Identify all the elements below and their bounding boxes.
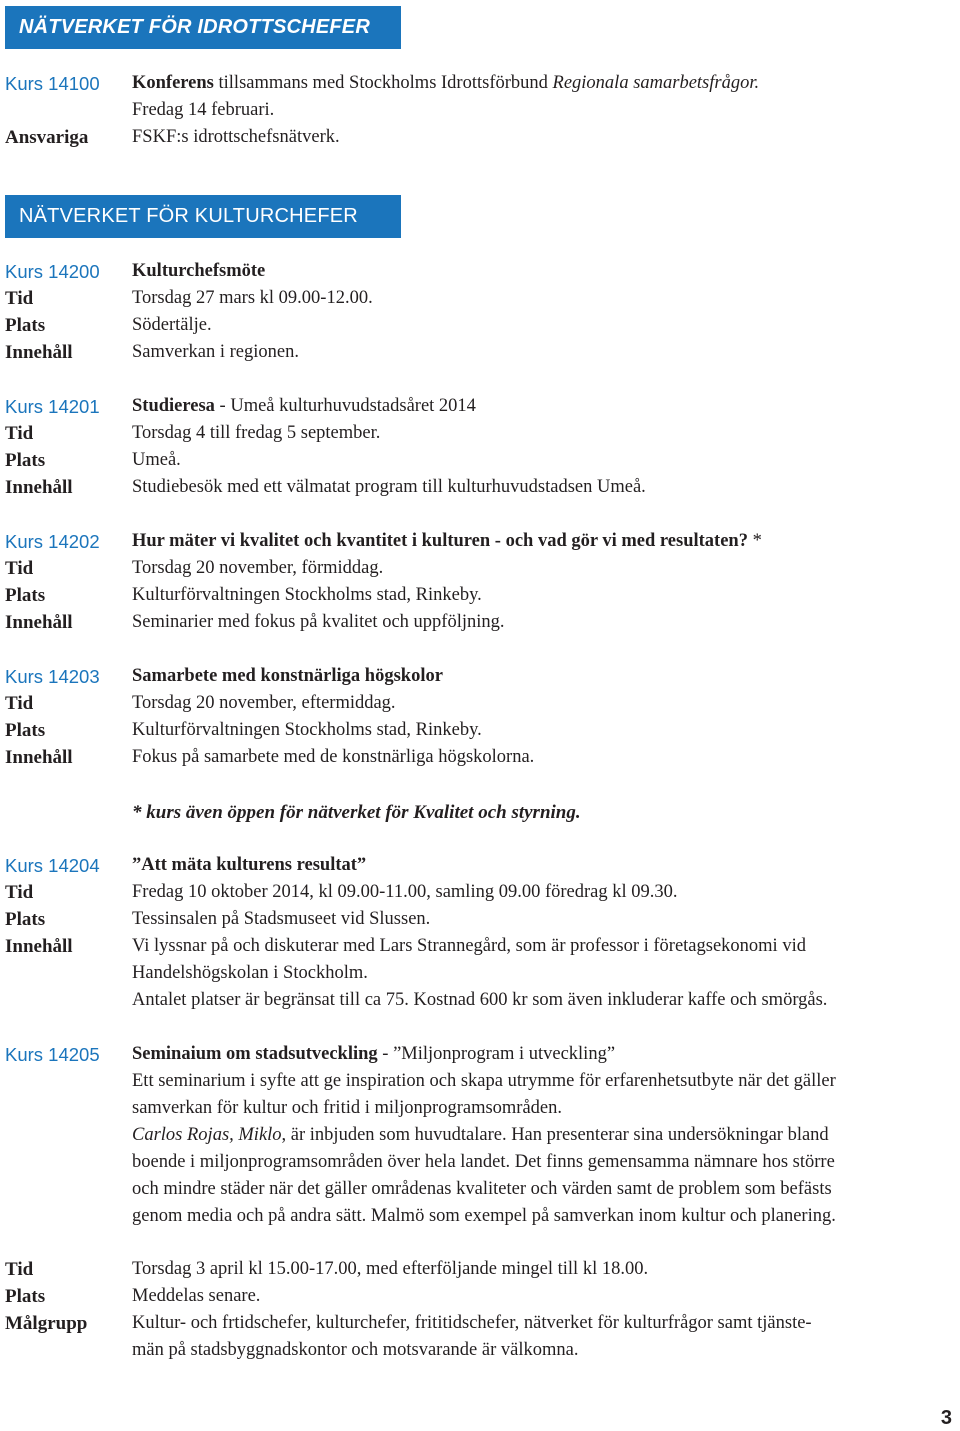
plats-value: Meddelas senare. [132,1286,261,1306]
course-title-rest: * [747,531,762,551]
course-14202-tid-row [0,555,960,582]
innehall-value: Seminarier med fokus på kvalitet och uppföljning. [132,612,505,632]
course-14204-innehall-row [0,933,960,960]
footnote-kvalitet-styrning: * kurs även öppen för nätverket för Kvalitet och styrning. [132,802,581,823]
plats-label: Plats [5,450,46,471]
course-title-rest: tillsammans med Stockholms Idrottsförbund [213,73,553,93]
tid-value: Torsdag 3 april kl 15.00-17.00, med efterföljande mingel till kl 18.00. [132,1259,649,1279]
course-14200-tid-row [0,285,960,312]
plats-value: Kulturförvaltningen Stockholms stad, Rinkeby. [132,585,482,605]
plats-label: Plats [5,909,46,930]
plats-value: Kulturförvaltningen Stockholms stad, Rinkeby. [132,720,482,740]
course-14204-innehall-row-3 [0,987,960,1014]
course-14205-tid-row [0,1256,960,1283]
course-14205-desc-row-2 [0,1095,960,1122]
description-line-1: Ett seminarium i syfte att ge inspiration och skapa utrymme för erfarenhetsutbyte när det gäller [132,1071,836,1091]
course-14100-title-row [0,70,960,97]
course-14202-plats-row [0,582,960,609]
innehall-label: Innehåll [5,612,73,633]
description-line-2: samverkan för kultur och fritid i miljonprogramsområden. [132,1098,563,1118]
tid-label: Tid [5,882,34,903]
course-14201-plats-row [0,447,960,474]
malgrupp-line-1: Kultur- och frtidschefer, kulturchefer, frititidschefer, nätverket för kulturfrågor samt tjänste- [132,1313,812,1333]
course-number: Kurs 14202 [5,531,100,552]
description-line-4: boende i miljonprogramsområden över hela landet. Det finns gemensamma nämnare hos större [132,1152,835,1172]
course-14201-tid-row [0,420,960,447]
course-14203-tid-row [0,690,960,717]
course-number: Kurs 14100 [5,73,100,94]
course-14204-innehall-row-2 [0,960,960,987]
course-14204-title-row [0,852,960,879]
description-line-6: genom media och på andra sätt. Malmö som exempel på samverkan inom kultur och planering. [132,1206,836,1226]
course-14205-malgrupp-row-2 [0,1337,960,1364]
plats-value: Södertälje. [132,315,212,335]
course-14203-plats-row [0,717,960,744]
course-number: Kurs 14201 [5,396,100,417]
course-14205-desc-row-1 [0,1068,960,1095]
tid-value: Fredag 10 oktober 2014, kl 09.00-11.00, samling 09.00 föredrag kl 09.30. [132,882,678,902]
course-title: Seminaium om stadsutveckling [132,1044,378,1064]
course-date: Fredag 14 februari. [132,100,275,120]
malgrupp-label: Målgrupp [5,1313,88,1334]
course-14203-innehall-row [0,744,960,771]
course-14205-title-row [0,1041,960,1068]
course-14205-desc-row-3 [0,1122,960,1149]
tid-value: Torsdag 20 november, förmiddag. [132,558,384,578]
description-line-5: och mindre städer när det gäller områdenas kvaliteter och värden samt de problem som befästs [132,1179,832,1199]
course-14200-plats-row [0,312,960,339]
plats-label: Plats [5,315,46,336]
innehall-line-3: Antalet platser är begränsat till ca 75. Kostnad 600 kr som även inkluderar kaffe och smörgås. [132,990,828,1010]
course-14200-title-row [0,258,960,285]
course-14205-malgrupp-row [0,1310,960,1337]
course-title: ”Att mäta kulturens resultat” [132,855,367,875]
course-14201-title-row [0,393,960,420]
course-title: Konferens [132,73,214,93]
tid-label: Tid [5,558,34,579]
course-14203-title-row [0,663,960,690]
course-number: Kurs 14203 [5,666,100,687]
ansvariga-value: FSKF:s idrottschefsnätverk. [132,127,340,147]
tid-label: Tid [5,423,34,444]
plats-value: Umeå. [132,450,181,470]
tid-value: Torsdag 20 november, eftermiddag. [132,693,396,713]
tid-label: Tid [5,1259,34,1280]
course-title-italic: Regionala samarbetsfrågor. [552,73,760,93]
course-14205-desc-row-4 [0,1149,960,1176]
description-line-3: , är inbjuden som huvudtalare. Han presenterar sina undersökningar bland [281,1125,829,1145]
section-header-kulturchefer: NÄTVERKET FÖR KULTURCHEFER [5,195,401,238]
innehall-label: Innehåll [5,477,73,498]
course-number: Kurs 14205 [5,1044,100,1065]
course-number: Kurs 14200 [5,261,100,282]
course-title: Hur mäter vi kvalitet och kvantitet i kulturen - och vad gör vi med resultaten? [132,531,748,551]
course-14205-plats-row [0,1283,960,1310]
course-14201-innehall-row [0,474,960,501]
innehall-label: Innehåll [5,747,73,768]
section-header-idrottschefer: NÄTVERKET FÖR IDROTTSCHEFER [5,6,401,49]
tid-label: Tid [5,693,34,714]
malgrupp-line-2: män på stadsbyggnadskontor och motsvarande är välkomna. [132,1340,579,1360]
course-14204-plats-row [0,906,960,933]
innehall-label: Innehåll [5,342,73,363]
plats-label: Plats [5,585,46,606]
plats-value: Tessinsalen på Stadsmuseet vid Slussen. [132,909,431,929]
course-14202-innehall-row [0,609,960,636]
course-14100-date-row [0,97,960,124]
innehall-line-1: Vi lyssnar på och diskuterar med Lars Strannegård, som är professor i företagsekonomi vid [132,936,806,956]
course-title: Studieresa [132,396,215,416]
course-14205-desc-row-6 [0,1203,960,1230]
innehall-value: Samverkan i regionen. [132,342,299,362]
course-14205-desc-row-5 [0,1176,960,1203]
page-number: 3 [940,1407,952,1429]
innehall-value: Studiebesök med ett välmatat program till kulturhuvudstadsen Umeå. [132,477,646,497]
innehall-value: Fokus på samarbete med de konstnärliga högskolorna. [132,747,535,767]
course-title: Samarbete med konstnärliga högskolor [132,666,443,686]
course-14204-tid-row [0,879,960,906]
tid-value: Torsdag 4 till fredag 5 september. [132,423,381,443]
course-title-rest: - ”Miljonprogram i utveckling” [377,1044,616,1064]
innehall-label: Innehåll [5,936,73,957]
plats-label: Plats [5,720,46,741]
ansvariga-label: Ansvariga [5,127,89,148]
course-14202-title-row [0,528,960,555]
plats-label: Plats [5,1286,46,1307]
tid-label: Tid [5,288,34,309]
innehall-line-2: Handelshögskolan i Stockholm. [132,963,368,983]
course-title-rest: - Umeå kulturhuvudstadsåret 2014 [214,396,476,416]
speaker-name: Carlos Rojas, Miklo [132,1125,282,1145]
course-14100-ansvariga-row [0,124,960,151]
tid-value: Torsdag 27 mars kl 09.00-12.00. [132,288,373,308]
course-number: Kurs 14204 [5,855,100,876]
course-title: Kulturchefsmöte [132,261,266,281]
course-14200-innehall-row [0,339,960,366]
